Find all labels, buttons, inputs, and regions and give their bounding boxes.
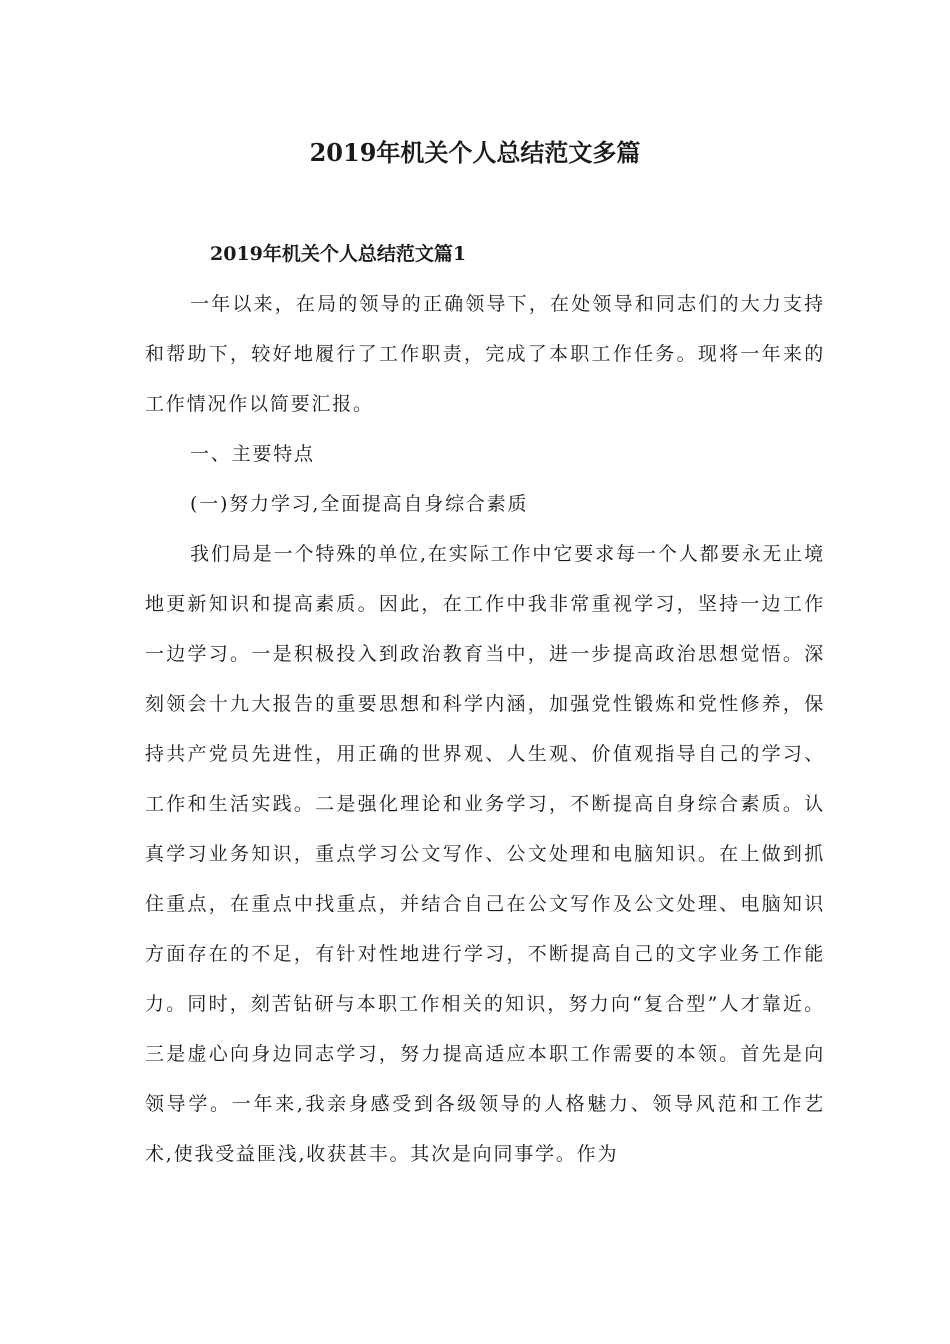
document-body xyxy=(145,229,825,1179)
paragraph-study-details: 我们局是一个特殊的单位,在实际工作中它要求每一个人都要永无止境地更新知识和提高素质。因此，在工作中我非常重视学习，坚持一边工作一边学习。一是积极投入到政治教育当中，进一步提高政治思想觉悟。深刻领会十九大报告的重要思想和科学内涵，加强党性锻炼和党性修养，保持共产党员先进性，用正确的世界观、人生观、价值观指导自己的学习、工作和生活实践。二是强化理论和业务学习，不断提高自身综合素质。认真学习业务知识，重点学习公文写作、公文处理和电脑知识。在上做到抓住重点，在重点中找重点，并结合自己在公文写作及公文处理、电脑知识方面存在的不足，有针对性地进行学习，不断提高自己的文字业务工作能力。同时，刻苦钻研与本职工作相关的知识，努力向“复合型”人才靠近。三是虚心向身边同志学习，努力提高适应本职工作需要的本领。首先是向领导学。一年来,我亲身感受到各级领导的人格魅力、领导风范和工作艺术,使我受益匪浅,收获甚丰。其次是向同事学。作为 xyxy=(145,543,825,1165)
paragraph-intro: 一年以来，在局的领导的正确领导下，在处领导和同志们的大力支持和帮助下，较好地履行了工作职责，完成了本职工作任务。现将一年来的工作情况作以简要汇报。 xyxy=(145,293,825,415)
paragraph-heading-main-features: 一、主要特点 xyxy=(190,443,315,465)
section-heading: 2019年机关个人总结范文篇1 xyxy=(210,243,467,265)
paragraph-subheading-study: (一)努力学习,全面提高自身综合素质 xyxy=(190,493,529,515)
document-title: 2019年机关个人总结范文多篇 xyxy=(309,138,641,167)
